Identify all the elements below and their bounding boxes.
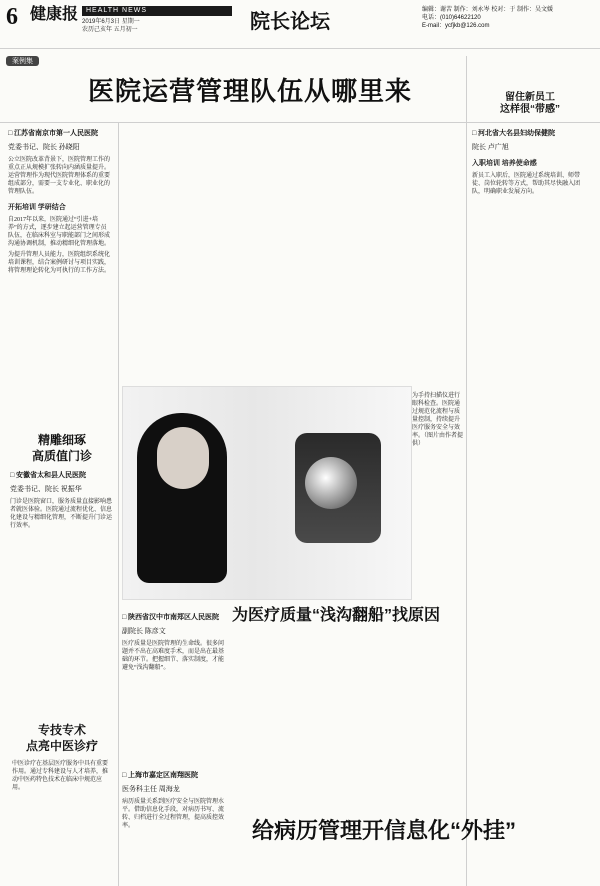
middle-byline-2: 副院长 陈彦文 <box>122 627 166 635</box>
sidebar-body <box>10 470 114 530</box>
left-byline-1: □ 江苏省南京市第一人民医院 <box>8 129 98 137</box>
right-banner-line-2: 这样很“带感” <box>500 104 560 115</box>
right-paragraph: 新员工入职后，医院通过系统培训、师带徒、岗位轮转等方式，帮助其尽快融入团队，明确职业发展方向。 <box>472 173 581 195</box>
expert-title-2: 点亮中医诊疗 <box>25 739 98 753</box>
editor-line: 编辑：谢苦 制作：刘永岑 校对：于 制作：吴文媛 <box>422 7 554 13</box>
left-intro: 公立医院改革背景下，医院管理工作的重点正从规模扩张转向内涵质量提升。运营管理作为现代医院管理体系的重要组成部分，需要一支专业化、职业化的管理队伍。 <box>8 157 111 195</box>
expert-title-1: 专技专术 <box>37 723 86 737</box>
main-headline: 医院运营管理队伍从哪里来 <box>88 76 413 106</box>
header-right-info <box>422 6 592 30</box>
bottom-byline <box>122 770 226 833</box>
sidebar-byline-2: 党委书记、院长 祝振华 <box>10 485 82 493</box>
sidebar-title-2: 高质值门诊 <box>31 449 92 463</box>
right-byline-2: 院长 卢广旭 <box>472 143 509 151</box>
right-article <box>472 128 590 199</box>
left-sidebar-feature <box>10 432 114 527</box>
newspaper-name: 健康报 <box>30 6 79 23</box>
device-lens <box>305 457 357 509</box>
right-byline-1: □ 河北省大名县妇幼保健院 <box>472 129 555 137</box>
divider <box>0 122 600 123</box>
left-article <box>8 128 112 278</box>
expert-feature <box>12 722 112 789</box>
left-subhead: 开拓培训 学研结合 <box>8 203 66 211</box>
left-paragraph-1: 自2017年以来，医院通过“引进+培养”的方式，逐步建立起运营管理专员队伍，在临床科室与职能部门之间形成沟通协调机制，推动精细化管理落地。 <box>8 217 111 247</box>
bottom-byline-2: 医务科主任 周海龙 <box>122 785 180 793</box>
left-paragraph-2: 为提升管理人员能力，医院组织系统化培训课程，结合案例研讨与项目实践，将管理理论转化为可执行的工作方法。 <box>8 252 111 274</box>
expert-paragraph: 中医诊疗在基层医疗服务中具有重要作用。通过专科建设与人才培养，推动中医药特色技术在临床中规范应用。 <box>12 761 109 791</box>
middle-byline-1: □ 陕西省汉中市南郑区人民医院 <box>122 613 219 621</box>
right-banner-line-1: 留住新员工 <box>505 92 555 103</box>
top-strip <box>82 6 232 16</box>
case-label: 案例集 <box>6 56 39 66</box>
bottom-paragraph: 病历质量关系到医疗安全与医院管理水平。借助信息化手段，对病历书写、流转、归档进行全过程管理，提高质控效率。 <box>122 799 225 829</box>
bottom-headline: 给病历管理开信息化“外挂” <box>252 818 517 843</box>
photo-caption: 为手持扫描仪进行眼科检查。医院通过规范化流程与质量控制，持续提升医疗服务安全与效率。（图片由作者提供） <box>412 393 464 447</box>
sidebar-title-1: 精雕细琢 <box>37 433 86 447</box>
date-meta <box>82 18 140 34</box>
right-subhead: 入职培训 培养使命感 <box>472 159 537 167</box>
doctor-face <box>157 427 209 489</box>
divider <box>466 56 467 886</box>
lunar-date-line: 农历己亥年 五月初一 <box>82 27 138 33</box>
page-number: 6 <box>6 4 18 30</box>
phone-line: 电话：(010)64622120 <box>422 15 481 21</box>
divider <box>118 122 119 886</box>
sidebar-byline-1: □ 安徽省太和县人民医院 <box>10 471 86 479</box>
section-title: 院长论坛 <box>250 11 330 33</box>
right-banner <box>470 92 590 116</box>
email-line: E-mail：ycfjkb@126.com <box>422 23 490 29</box>
bottom-byline-1: □ 上海市嘉定区南翔医院 <box>122 771 198 779</box>
left-byline-2: 党委书记、院长 孙晓阳 <box>8 143 80 151</box>
article-photo <box>122 386 412 600</box>
middle-headline: 为医疗质量“浅沟翻船”找原因 <box>232 607 441 624</box>
date-line: 2019年6月3日 星期一 <box>82 19 140 25</box>
page-header <box>0 0 600 49</box>
top-strip-text: HEALTH NEWS <box>86 7 148 14</box>
middle-left-byline <box>122 612 226 675</box>
middle-paragraph: 医疗质量是医院管理的生命线。很多问题并不出在高难度手术，而是出在最基础的环节。把握细节、落实制度，才能避免“浅沟翻船”。 <box>122 641 225 671</box>
expert-body <box>12 760 112 792</box>
sidebar-paragraph: 门诊是医院窗口，服务质量直接影响患者就医体验。医院通过流程优化、信息化建设与精细化管理，不断提升门诊运行效率。 <box>10 499 113 529</box>
